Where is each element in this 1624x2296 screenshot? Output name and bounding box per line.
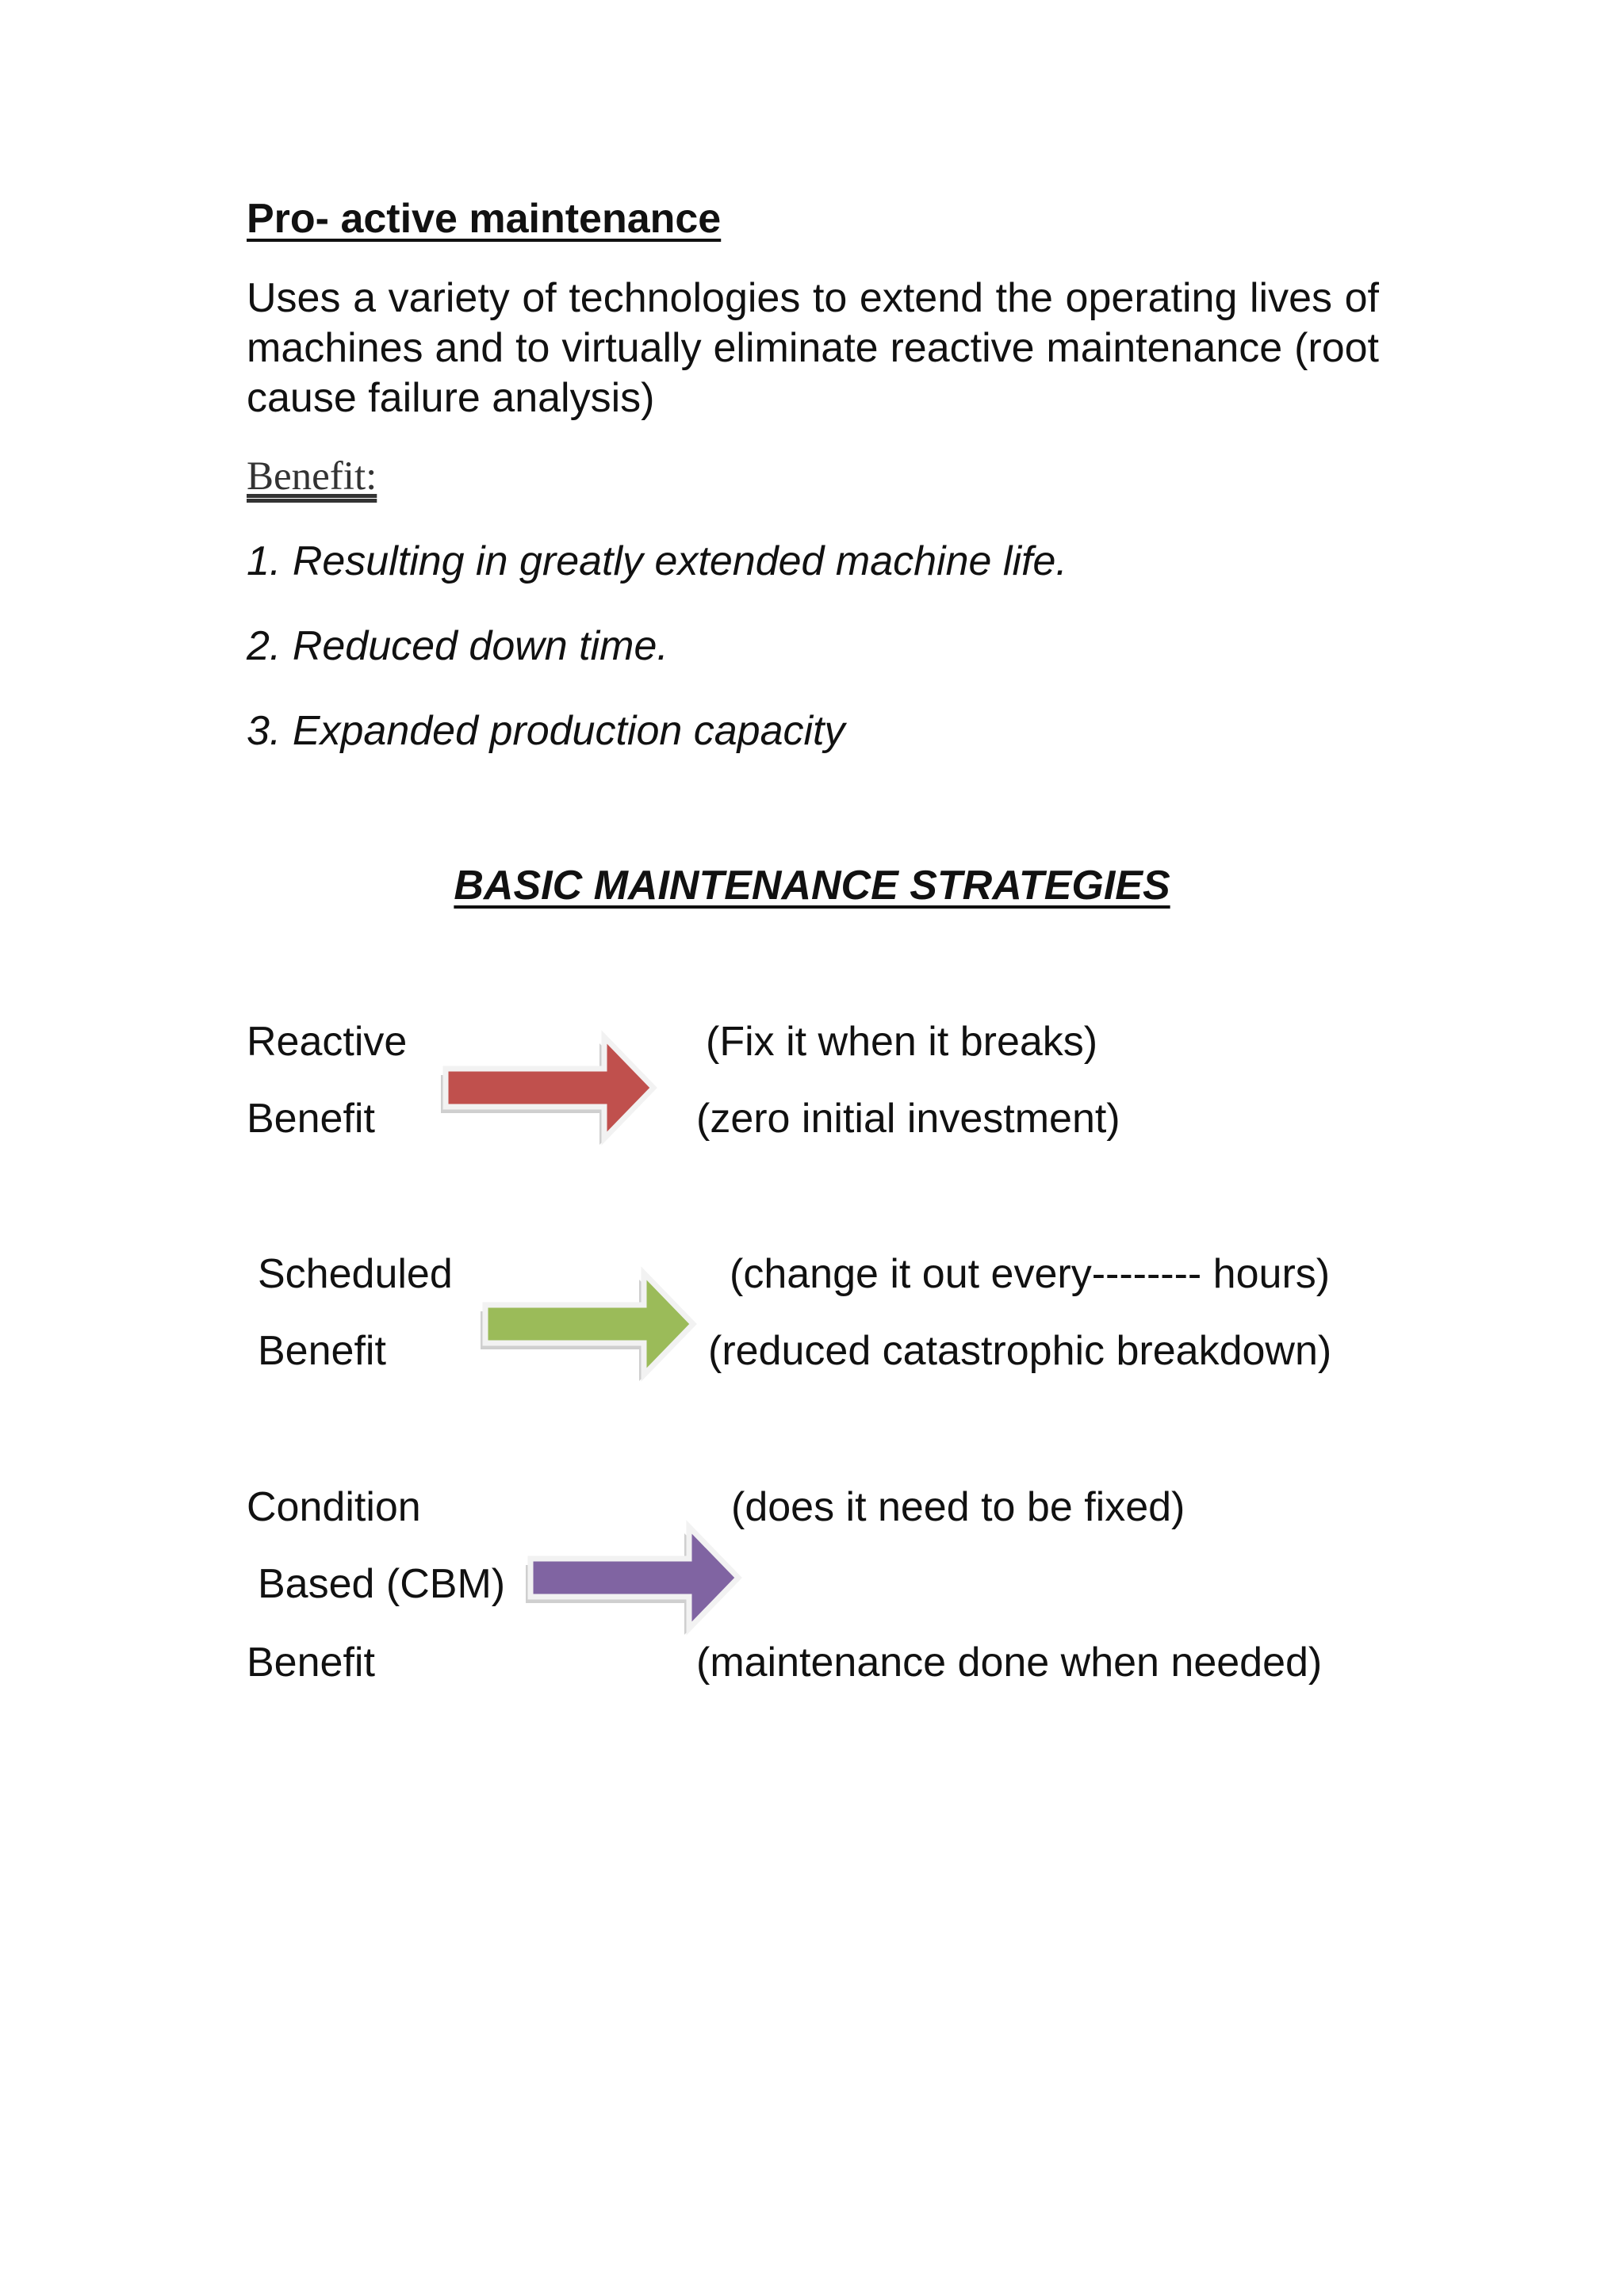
arrow-right-icon <box>519 1498 749 1641</box>
strategy-description: (change it out every-------- hours) <box>730 1251 1331 1297</box>
strategy-description: (does it need to be fixed) <box>731 1484 1185 1530</box>
arrow-right-icon <box>435 1008 665 1151</box>
strategy-benefit-label: Benefit <box>247 1096 375 1142</box>
benefit-list-item: 2. Reduced down time. <box>247 623 668 669</box>
strategy-benefit-label: Benefit <box>247 1640 375 1686</box>
arrow-body <box>485 1273 693 1375</box>
arrow-right-icon <box>474 1245 704 1387</box>
benefit-list-item: 1. Resulting in greatly extended machine life. <box>247 538 1067 584</box>
strategies-title: BASIC MAINTENANCE STRATEGIES <box>454 863 1170 909</box>
strategy-benefit-label: Benefit <box>258 1328 386 1374</box>
section-description: Uses a variety of technologies to extend the operating lives of machines and to virtually eliminate reactive maintenance (root cause failure analysis) <box>247 275 1379 421</box>
strategy-label: Reactive <box>247 1019 408 1065</box>
strategy-label: Scheduled <box>258 1251 453 1297</box>
section-heading: Pro- active maintenance <box>247 196 722 242</box>
strategy-label-line2: Based (CBM) <box>258 1561 506 1607</box>
arrow-body <box>446 1037 653 1138</box>
strategy-benefit: (reduced catastrophic breakdown) <box>708 1328 1332 1374</box>
strategy-description: (Fix it when it breaks) <box>706 1019 1098 1065</box>
strategy-benefit: (maintenance done when needed) <box>696 1640 1323 1686</box>
benefit-list-item: 3. Expanded production capacity <box>247 708 845 754</box>
strategy-label: Condition <box>247 1484 421 1530</box>
benefit-label: Benefit: <box>247 454 377 499</box>
arrow-body <box>530 1527 738 1628</box>
strategy-benefit: (zero initial investment) <box>696 1096 1120 1142</box>
